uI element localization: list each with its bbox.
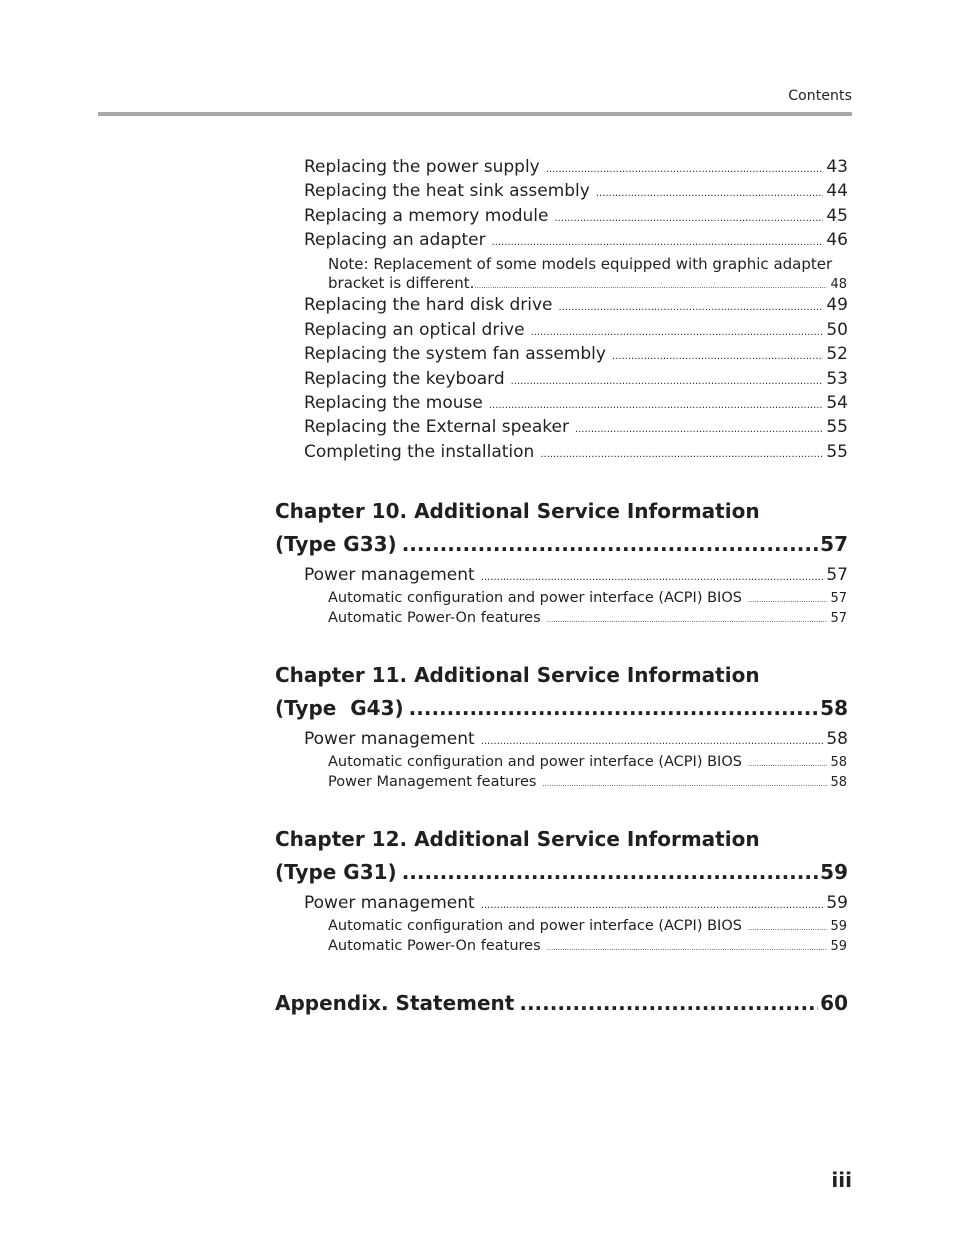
appendix-title: Appendix. Statement [275, 991, 515, 1015]
dot-leader [547, 944, 828, 952]
toc-entry-page: 44 [826, 181, 848, 201]
toc-entry-title: Replacing an optical drive [304, 320, 525, 340]
chapter-page: 59 [820, 860, 848, 884]
page-number: iii [831, 1168, 852, 1192]
dot-leader [474, 282, 827, 290]
appendix-page: 60 [820, 991, 848, 1015]
chapter-page: 57 [820, 532, 848, 556]
toc-subentry-page: 57 [830, 611, 847, 626]
toc-entry-page: 59 [826, 893, 848, 913]
toc-entry-title: Replacing the heat sink assembly [304, 181, 590, 201]
toc-entry-title: Power management [304, 565, 475, 585]
dot-leader [542, 780, 827, 788]
toc-entry-title: Replacing the External speaker [304, 417, 569, 437]
toc-subentry-page: 58 [830, 755, 847, 770]
chapter-heading[interactable]: Chapter 11. Additional Service Information [275, 663, 760, 687]
dot-leader [559, 302, 824, 313]
toc-entry-page: 57 [826, 565, 848, 585]
chapter-page: 58 [820, 696, 848, 720]
toc-subentry[interactable] [328, 774, 847, 794]
running-header: Contents [788, 88, 852, 104]
toc-entry-page: 50 [826, 320, 848, 340]
toc-note-line2: bracket is different. [328, 274, 475, 292]
chapter-heading[interactable]: Chapter 12. Additional Service Information [275, 827, 760, 851]
toc-entry-page: 46 [826, 230, 848, 250]
toc-subentry[interactable] [328, 938, 847, 958]
dot-leader [546, 164, 824, 175]
toc-subentry-title: Automatic Power-On features [328, 938, 541, 954]
dot-leader [596, 188, 824, 199]
toc-entry-page: 43 [826, 157, 848, 177]
appendix-entry[interactable] [275, 991, 848, 1019]
toc-subentry-title: Automatic configuration and power interface (ACPI) BIOS [328, 754, 742, 770]
dot-leader [748, 924, 828, 932]
toc-entry-page: 55 [826, 442, 848, 462]
toc-subentry-title: Automatic configuration and power interface (ACPI) BIOS [328, 918, 742, 934]
toc-entry-page: 53 [826, 369, 848, 389]
dot-leader [481, 572, 824, 583]
dot-leader [409, 696, 819, 720]
dot-leader [531, 327, 824, 338]
toc-note-line1: Note: Replacement of some models equipped with graphic adapter [328, 255, 833, 273]
toc-entry-page: 49 [826, 295, 848, 315]
chapter-heading[interactable]: Chapter 10. Additional Service Information [275, 499, 760, 523]
dot-leader [612, 351, 823, 362]
toc-entry[interactable] [304, 893, 848, 917]
toc-subentry[interactable] [328, 610, 847, 630]
toc-entry[interactable] [304, 206, 848, 230]
chapter-entry[interactable] [275, 532, 848, 560]
toc-entry[interactable] [304, 393, 848, 417]
toc-subentry[interactable] [328, 754, 847, 774]
toc-entry[interactable] [304, 230, 848, 254]
dot-leader [748, 760, 828, 768]
toc-entry[interactable] [304, 295, 848, 319]
toc-subentry-page: 58 [830, 775, 847, 790]
dot-leader [547, 616, 828, 624]
toc-subentry-page: 59 [830, 919, 847, 934]
toc-subentry[interactable] [328, 590, 847, 610]
toc-subentry-page: 57 [830, 591, 847, 606]
toc-entry-title: Replacing the power supply [304, 157, 540, 177]
toc-entry-title: Power management [304, 729, 475, 749]
chapter-entry[interactable] [275, 696, 848, 724]
toc-entry-page: 48 [830, 277, 847, 292]
toc-note-entry[interactable] [328, 274, 847, 294]
header-rule [98, 112, 852, 116]
toc-entry-page: 52 [826, 344, 848, 364]
toc-entry[interactable] [304, 729, 848, 753]
toc-entry-title: Replacing a memory module [304, 206, 549, 226]
toc-entry-title: Replacing the system fan assembly [304, 344, 606, 364]
toc-entry-title: Replacing the mouse [304, 393, 483, 413]
toc-entry-page: 55 [826, 417, 848, 437]
toc-entry[interactable] [304, 344, 848, 368]
toc-entry[interactable] [304, 442, 848, 466]
toc-entry-page: 54 [826, 393, 848, 413]
dot-leader [748, 596, 828, 604]
toc-subentry-title: Power Management features [328, 774, 537, 790]
dot-leader [575, 424, 823, 435]
dot-leader [402, 532, 818, 556]
dot-leader [481, 736, 824, 747]
dot-leader [511, 376, 824, 387]
toc-entry[interactable] [304, 320, 848, 344]
dot-leader [540, 449, 823, 460]
toc-entry-title: Replacing the hard disk drive [304, 295, 553, 315]
toc-entry-title: Replacing the keyboard [304, 369, 505, 389]
dot-leader [519, 991, 818, 1015]
dot-leader [554, 213, 823, 224]
dot-leader [492, 237, 824, 248]
chapter-subtitle: (Type G31) [275, 860, 397, 884]
toc-subentry-title: Automatic Power-On features [328, 610, 541, 626]
toc-entry[interactable] [304, 369, 848, 393]
dot-leader [489, 400, 824, 411]
toc-entry-title: Replacing an adapter [304, 230, 486, 250]
toc-entry-title: Power management [304, 893, 475, 913]
toc-entry-title: Completing the installation [304, 442, 535, 462]
chapter-subtitle: (Type G33) [275, 532, 397, 556]
toc-entry[interactable] [304, 157, 848, 181]
toc-entry[interactable] [304, 565, 848, 589]
toc-entry[interactable] [304, 181, 848, 205]
toc-subentry-page: 59 [830, 939, 847, 954]
dot-leader [402, 860, 818, 884]
toc-entry-page: 58 [826, 729, 848, 749]
toc-entry-page: 45 [826, 206, 848, 226]
toc-entry[interactable] [304, 417, 848, 441]
chapter-entry[interactable] [275, 860, 848, 888]
dot-leader [481, 900, 824, 911]
chapter-subtitle: (Type G43) [275, 696, 404, 720]
toc-subentry-title: Automatic configuration and power interface (ACPI) BIOS [328, 590, 742, 606]
toc-subentry[interactable] [328, 918, 847, 938]
